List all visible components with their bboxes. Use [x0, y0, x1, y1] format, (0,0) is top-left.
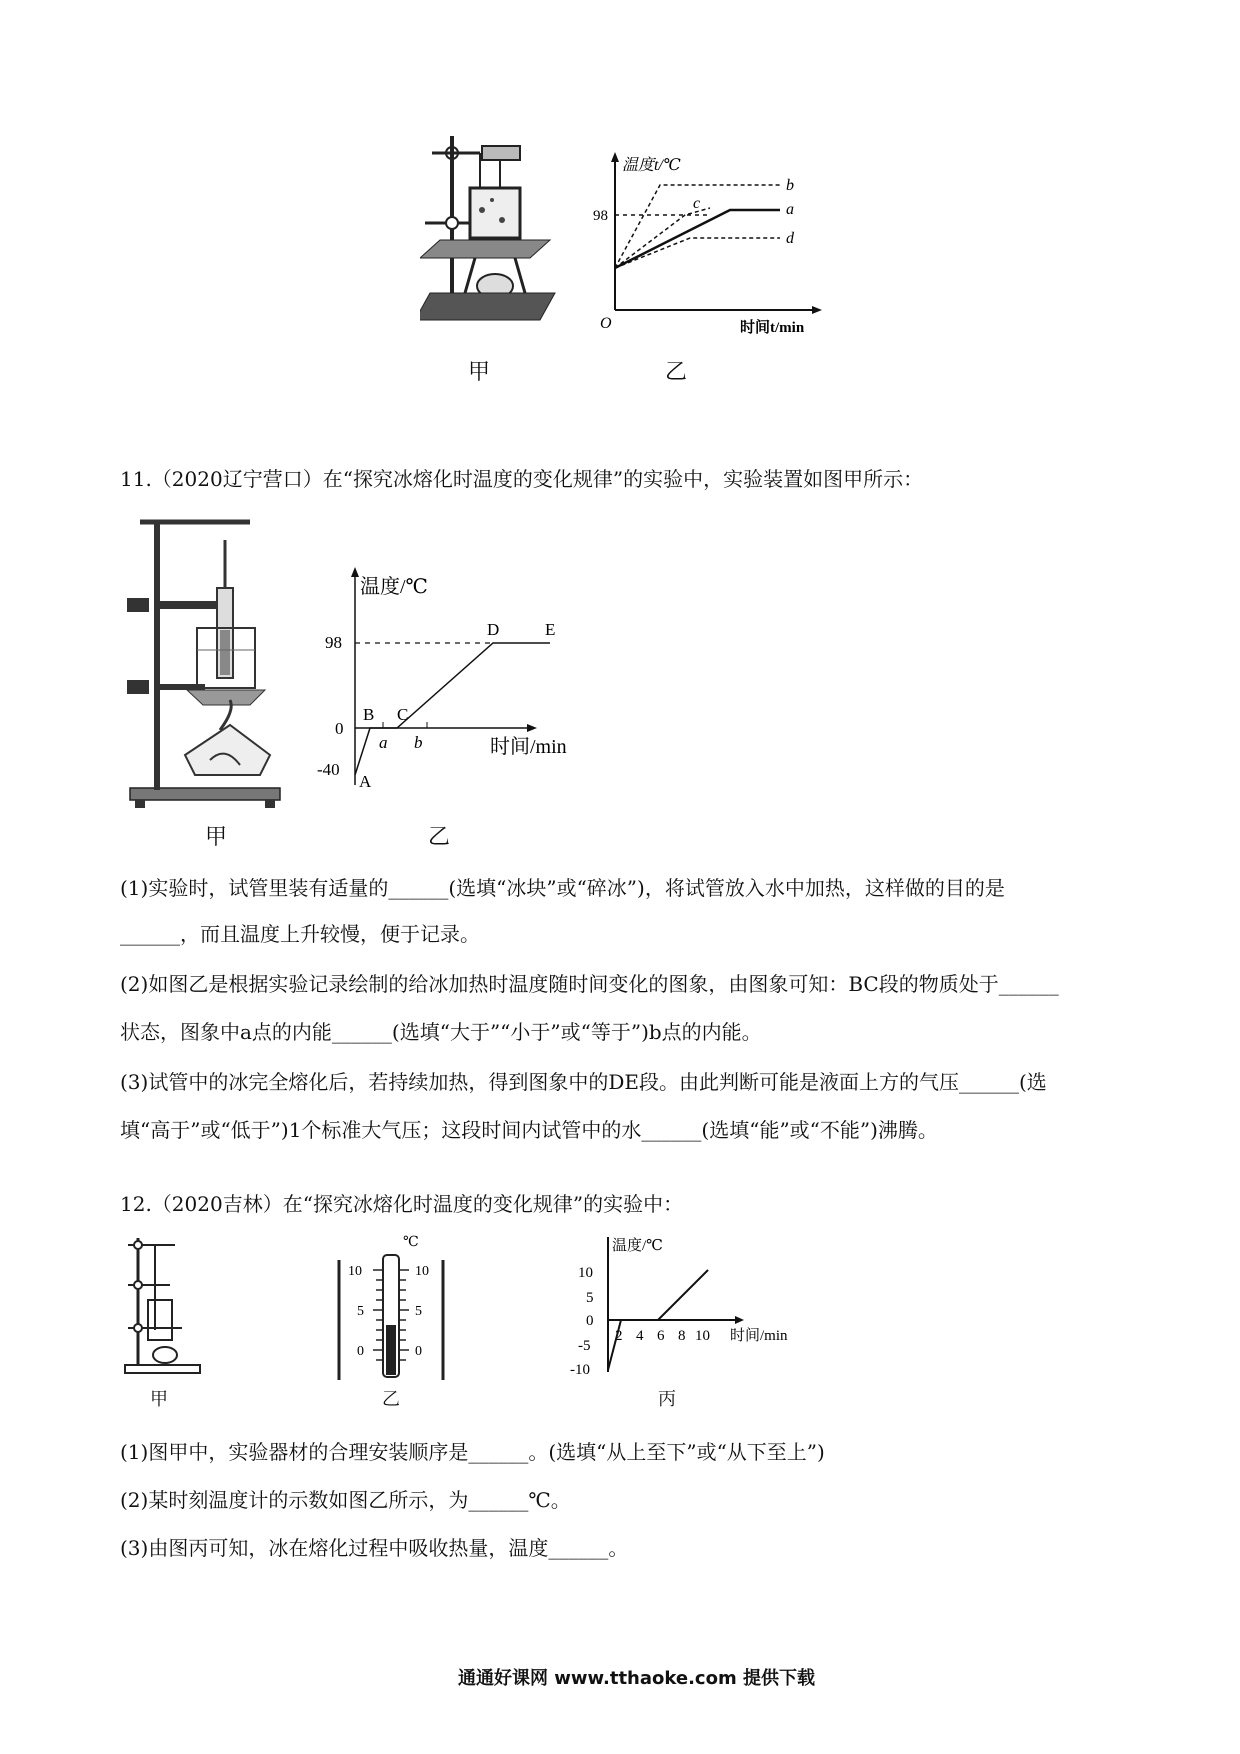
q12-graph-xlabel: 时间/min [730, 1328, 788, 1344]
q11-line-2: ______，而且温度上升较慢，便于记录。 [120, 922, 480, 946]
q12-thermo-tick-0-left: 0 [357, 1344, 364, 1359]
q12-graph-xtick-4: 4 [636, 1328, 644, 1344]
q11-point-D: D [487, 620, 500, 639]
q11-heading: 11.（2020辽宁营口）在“探究冰熔化时温度的变化规律”的实验中，实验装置如图甲所示： [120, 467, 924, 491]
q12-line-3: (3)由图丙可知，冰在熔化过程中吸收热量，温度______。 [120, 1536, 629, 1560]
q11-graph-ytick-0: 0 [335, 719, 344, 738]
q11-line-6: 填“高于”或“低于”)1个标准大气压；这段时间内试管中的水______(选填“能”或“不能”)沸腾。 [120, 1118, 938, 1142]
q12-graph-xtick-10: 10 [695, 1328, 710, 1344]
q11-point-C: C [397, 705, 409, 724]
q11-figure-label-jia: 甲 [205, 825, 228, 850]
q12-temperature-graph [568, 1232, 818, 1382]
q11-figure-label-yi: 乙 [428, 825, 451, 850]
q12-thermo-tick-5-left: 5 [357, 1304, 364, 1319]
q11-graph-xlabel: 时间/min [490, 736, 567, 758]
q12-thermo-tick-10-right: 10 [415, 1264, 429, 1279]
page-footer: 通通好课网 www.tthaoke.com 提供下载 [458, 1668, 815, 1689]
top-curve-label-d: d [786, 230, 794, 247]
top-figure-label-jia: 甲 [468, 360, 491, 385]
q12-graph-ytick-5: 5 [586, 1290, 594, 1306]
q12-graph-ytick-neg5: -5 [578, 1338, 591, 1354]
q11-mark-b: b [414, 733, 423, 752]
q12-thermo-tick-0-right: 0 [415, 1344, 422, 1359]
q12-line-2: (2)某时刻温度计的示数如图乙所示，为______℃。 [120, 1488, 571, 1512]
q11-line-3: (2)如图乙是根据实验记录绘制的给冰加热时温度随时间变化的图象，由图象可知：BC段的物质处于______ [120, 972, 1059, 996]
q11-graph-ylabel: 温度/℃ [360, 576, 428, 598]
q12-line-1: (1)图甲中，实验器材的合理安装顺序是______。(选填“从上至下”或“从下至上”) [120, 1440, 825, 1464]
top-graph-origin: O [600, 315, 612, 332]
q11-mark-a: a [379, 733, 388, 752]
q12-graph-ytick-10: 10 [578, 1265, 593, 1281]
q12-heading: 12.（2020吉林）在“探究冰熔化时温度的变化规律”的实验中： [120, 1192, 684, 1216]
q12-figure-label-bing: 丙 [658, 1389, 676, 1410]
q12-thermometer-figure [335, 1230, 450, 1380]
top-graph-ylabel: 温度t/℃ [622, 157, 681, 174]
q12-graph-xtick-6: 6 [657, 1328, 665, 1344]
q11-temperature-graph [315, 565, 585, 790]
top-graph-ytick-98: 98 [593, 208, 608, 224]
q12-figure-label-yi: 乙 [382, 1389, 400, 1410]
q12-graph-xtick-8: 8 [678, 1328, 686, 1344]
q11-point-B: B [363, 705, 375, 724]
q12-thermo-tick-10-left: 10 [348, 1264, 362, 1279]
top-graph-xlabel: 时间t/min [740, 320, 805, 335]
q11-graph-ytick-neg40: -40 [317, 760, 340, 779]
top-curve-label-b: b [786, 177, 794, 194]
q11-point-E: E [545, 620, 556, 639]
q11-line-4: 状态，图象中a点的内能______(选填“大于”“小于”或“等于”)b点的内能。 [120, 1020, 762, 1044]
q12-graph-ytick-0: 0 [586, 1313, 594, 1329]
q11-apparatus-figure [125, 510, 290, 815]
top-apparatus-figure [420, 128, 560, 333]
q12-figure-label-jia: 甲 [150, 1389, 168, 1410]
q12-graph-ylabel: 温度/℃ [612, 1238, 663, 1254]
q12-graph-ytick-neg10: -10 [570, 1362, 590, 1378]
q12-apparatus-figure [120, 1230, 205, 1380]
top-curve-label-a: a [786, 201, 794, 218]
q11-line-5: (3)试管中的冰完全熔化后，若持续加热，得到图象中的DE段。由此判断可能是液面上方的气压______(选 [120, 1070, 1047, 1094]
top-temperature-graph [590, 150, 830, 335]
q12-thermo-tick-5-right: 5 [415, 1304, 422, 1319]
top-figure-label-yi: 乙 [665, 360, 688, 385]
q11-point-A: A [359, 772, 372, 790]
q12-graph-xtick-2: 2 [615, 1328, 623, 1344]
q12-thermometer-unit: ℃ [403, 1235, 419, 1250]
q11-graph-ytick-98: 98 [325, 633, 342, 652]
q11-line-1: (1)实验时，试管里装有适量的______(选填“冰块”或“碎冰”)，将试管放入水中加热，这样做的目的是 [120, 876, 1005, 900]
top-curve-label-c: c [693, 195, 701, 212]
